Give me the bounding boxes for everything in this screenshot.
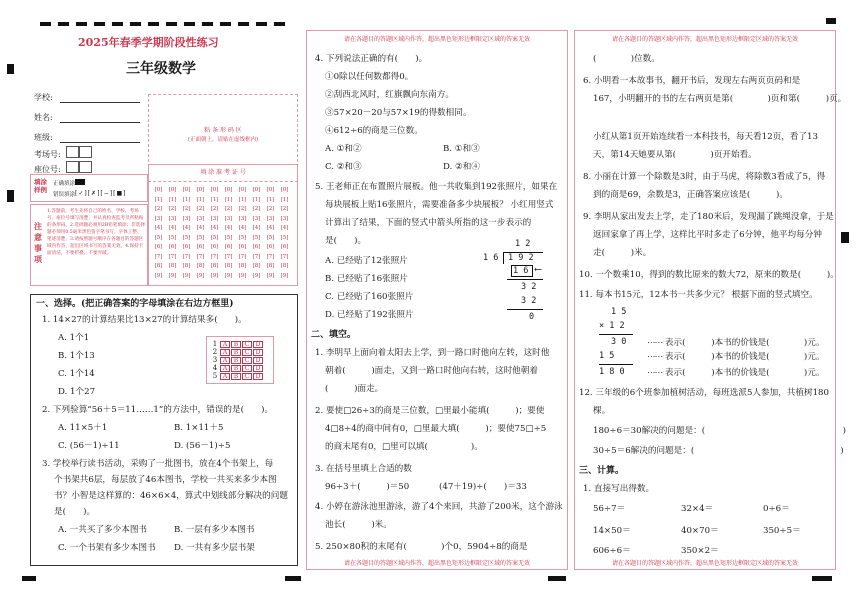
ticket-bubble[interactable]: [6]: [196, 244, 205, 250]
ld-line2: [507, 309, 543, 310]
answer-row-number: 5: [212, 372, 218, 380]
answer-bubble[interactable]: D: [253, 365, 263, 372]
q3-line-4: 是( )。: [54, 507, 96, 517]
q5-line-2: 每块展板上贴16张照片，需要准备多少块展板？ 小红用竖式: [325, 200, 554, 210]
ticket-bubble[interactable]: [8]: [224, 263, 233, 269]
class-label: 班级:: [34, 133, 53, 142]
ticket-bubble[interactable]: [7]: [210, 253, 219, 260]
ticket-bubble[interactable]: [0]: [266, 187, 275, 193]
f4-line-1: 4. 小婷在游泳池里游泳，游了4个来回，共游了200米，这个游泳: [315, 502, 563, 512]
ticket-bubble[interactable]: [4]: [168, 225, 177, 231]
fill-correct-icon: [75, 179, 85, 185]
q4-option-b: B. ①和③: [443, 144, 480, 154]
ticket-bubble[interactable]: [6]: [154, 244, 163, 250]
f1-line-1: 1. 李明早上面向着太阳去上学，到一路口时他向左转，这时他: [315, 348, 550, 358]
ticket-bubble[interactable]: [1]: [196, 196, 205, 203]
f1-line-2: 朝着( )面走，又到一路口时他向右转，这时他朝着: [325, 366, 538, 376]
exam-room-box-1[interactable]: [66, 146, 79, 158]
ticket-bubble-grid[interactable]: [153, 187, 295, 283]
calc-5: 40×70＝: [681, 526, 719, 536]
ticket-bubble[interactable]: [1]: [182, 196, 191, 203]
q1-text: 1. 14×27的计算结果比13×27的计算结果多( )。: [42, 315, 247, 325]
ticket-bubble[interactable]: [1]: [266, 196, 275, 203]
ticket-bubble[interactable]: [5]: [168, 234, 177, 241]
f12-line-1: 12. 三年级的6个班参加植树活动，每班选派5人参加，共植树180: [579, 388, 829, 398]
ticket-bubble[interactable]: [2]: [182, 206, 191, 212]
ticket-bubble[interactable]: [0]: [210, 187, 219, 193]
answer-row-number: 3: [212, 356, 218, 364]
calc-7: 606÷6＝: [593, 546, 631, 556]
f9-line-1: 9. 李明从家出发去上学，走了180米后，发现漏了跳绳没拿，于是: [583, 212, 834, 222]
seat-box-2[interactable]: [79, 161, 92, 173]
column-2: [306, 30, 568, 570]
answer-bubble[interactable]: D: [253, 341, 263, 348]
answer-bubble[interactable]: A: [220, 357, 230, 364]
ticket-bubble[interactable]: [6]: [238, 244, 247, 250]
f2-line-3: 的商末尾有0，□里可以填( )。: [325, 442, 483, 452]
ticket-bubble[interactable]: [7]: [224, 253, 233, 260]
corner-mark-bm2: [548, 576, 566, 581]
f3-text: 3. 在括号里填上合适的数: [315, 464, 412, 474]
ticket-bubble[interactable]: [9]: [182, 272, 191, 279]
f12-q2: 30÷5＝6解决的问题是：( ): [593, 446, 844, 456]
ld-line1: [507, 279, 543, 280]
ticket-bubble[interactable]: [3]: [196, 215, 205, 222]
q3-line-3: 书？小智是这样算的：46×6×4，算式中划线部分解决的问题: [54, 491, 288, 501]
ticket-bubble[interactable]: [9]: [280, 272, 289, 279]
section1-heading: 一、选择。(把正确答案的字母填涂在右边方框里): [36, 299, 234, 309]
q2-option-c: C. (56－1)÷11: [58, 441, 120, 451]
f7-line-2: 天，第14天她要从第( )页开始看。: [593, 150, 757, 160]
q4-option-d: D. ②和④: [443, 162, 480, 172]
column-3-bottom-warning: 请在各题目的答题区域内作答，超出黑色矩形边框限定区域的答案无效: [611, 560, 798, 567]
q4-item-4: ④612÷6的商是三位数。: [325, 126, 423, 136]
ticket-number-grid: [148, 164, 298, 286]
f1-line-3: ( )面走。: [325, 384, 384, 394]
f9-line-3: 走( )米。: [593, 248, 652, 258]
q1-option-d: D. 1个27: [58, 387, 96, 397]
q5-line-4: 是( )。: [325, 236, 367, 246]
calc-6: 350÷5＝: [763, 526, 801, 536]
q5-line-3: 计算出了结果，下面的竖式中箭头所指的这一步表示的: [325, 218, 532, 228]
q1-option-b: B. 1个13: [58, 351, 95, 361]
calc-2: 32×4＝: [681, 504, 714, 514]
ticket-bubble[interactable]: [8]: [266, 263, 275, 269]
ticket-bubble[interactable]: [4]: [196, 225, 205, 231]
f12-q1: 180÷6＝30解决的问题是：( ): [593, 426, 846, 436]
ticket-bubble[interactable]: [2]: [252, 206, 261, 212]
ticket-bubble[interactable]: [6]: [266, 244, 275, 250]
answer-bubble[interactable]: C: [242, 349, 252, 356]
ticket-bubble[interactable]: [0]: [154, 187, 163, 193]
answer-bubble[interactable]: D: [253, 349, 263, 356]
school-line[interactable]: [60, 102, 140, 103]
q3-line-1: 3. 学校举行读书活动，采购了一批图书，放在4个书架上，每: [42, 459, 274, 469]
q3-option-a: A. 一共买了多少本图书: [58, 525, 148, 535]
ticket-bubble[interactable]: [8]: [182, 263, 191, 269]
f3-expr-2: (47＋19)÷( )＝33: [439, 482, 527, 492]
column-2-top-warning: 请在各题目的答题区域内作答，超出黑色矩形边框限定区域的答案无效: [343, 36, 530, 43]
ticket-bubble[interactable]: [3]: [154, 215, 163, 222]
q1-option-a: A. 1个1: [58, 333, 90, 343]
f8-line-2: 到的商是69，余数是3，正确答案应该是( )。: [593, 190, 788, 200]
ticket-bubble[interactable]: [1]: [168, 196, 177, 203]
ticket-bubble[interactable]: [8]: [168, 263, 177, 269]
q3-option-d: D. 一共有多少层书架: [174, 543, 255, 553]
ticket-bubble[interactable]: [3]: [238, 215, 247, 222]
arrow-icon: ⟵: [535, 264, 542, 275]
section2-heading: 二、填空。: [311, 330, 357, 340]
ticket-bubble[interactable]: [6]: [280, 244, 289, 250]
answer-row: [210, 364, 270, 372]
q3-option-b: B. 一层有多少本图书: [174, 525, 255, 535]
fill-correct-label: 正确填涂: [53, 181, 76, 187]
calc-title: 1. 直接写出得数。: [583, 484, 655, 494]
ticket-bubble[interactable]: [2]: [280, 206, 289, 212]
ticket-bubble[interactable]: [0]: [182, 187, 191, 193]
ticket-bubble[interactable]: [1]: [224, 196, 233, 203]
answer-row-number: 4: [212, 364, 218, 372]
ticket-bubble[interactable]: [0]: [196, 187, 205, 193]
subject-title: 三年级数学: [126, 61, 196, 77]
calc-4: 14×50＝: [593, 526, 631, 536]
ticket-bubble[interactable]: [2]: [210, 206, 219, 212]
ticket-bubble[interactable]: [2]: [196, 206, 205, 212]
q4-item-3: ③57×20－20与57×19的得数相同。: [325, 108, 472, 118]
answer-bubble[interactable]: D: [253, 357, 263, 364]
ticket-bubble[interactable]: [6]: [252, 244, 261, 250]
ticket-bubble[interactable]: [4]: [210, 225, 219, 231]
notes-text: 1.答题前，考生先将自己的姓名、学校、考场号、座位号填写清楚，并认真检查监考员所粘贴的条形码。2.选择题必须用2B铅笔填涂；非选择题必须用0.5毫米黑色签字笔书写，字体工整、笔迹清楚。3.请按照题号顺序在各题目的答题区域内作答，超出区域书写的答案无效。4.保持卡面清洁，不要折叠、不要弄破。: [47, 209, 145, 256]
mul-a: 1 5: [611, 307, 627, 317]
ticket-bubble[interactable]: [3]: [168, 215, 177, 222]
seat-label: 座位号:: [34, 165, 61, 174]
mul-line1: [599, 334, 633, 335]
ticket-bubble[interactable]: [7]: [182, 253, 191, 260]
column-3-top-warning: 请在各题目的答题区域内作答，超出黑色矩形边框限定区域的答案无效: [611, 36, 798, 43]
q5-option-c: C. 已经贴了160张照片: [325, 292, 414, 302]
ticket-bubble[interactable]: [9]: [252, 272, 261, 279]
f11-row-3: ⋯⋯ 表示( )本书的价钱是( )元。: [647, 368, 825, 378]
q1-option-c: C. 1个14: [58, 369, 95, 379]
ticket-bubble[interactable]: [2]: [154, 206, 163, 212]
answer-row-number: 1: [212, 340, 218, 348]
answer-row: [210, 340, 270, 348]
ld-dividend: 1 9 2: [508, 253, 534, 263]
ticket-bubble[interactable]: [5]: [266, 234, 275, 241]
f9-line-2: 返回家拿了再上学，这样比平时多走了6分钟，他平均每分钟: [593, 230, 822, 240]
ticket-bubble[interactable]: [3]: [182, 215, 191, 222]
f4-line-2: 池长( )米。: [325, 520, 392, 530]
barcode-area-sub: (正面朝上，请贴在虚线框内): [187, 137, 259, 143]
corner-mark-tl: [7, 64, 14, 74]
ticket-bubble[interactable]: [8]: [154, 263, 163, 269]
section3-heading: 三、计算。: [579, 466, 625, 476]
column-2-bottom-warning: 请在各题目的答题区域内作答，超出黑色矩形边框限定区域的答案无效: [343, 560, 530, 567]
ticket-bubble[interactable]: [8]: [252, 263, 261, 269]
ticket-bubble[interactable]: [4]: [280, 225, 289, 231]
answer-bubble[interactable]: D: [253, 373, 263, 380]
q3-option-c: C. 一个书架有多少本图书: [58, 543, 156, 553]
ticket-bubble[interactable]: [7]: [196, 253, 205, 260]
q4-item-1: ①0除以任何数都得0。: [325, 72, 414, 82]
ticket-bubble[interactable]: [3]: [224, 215, 233, 222]
q4-item-2: ②刮西北风时，红旗飘向东南方。: [325, 90, 454, 100]
ticket-bubble[interactable]: [8]: [280, 263, 289, 269]
ticket-label: 填 涂 准 考 证 号: [200, 169, 246, 176]
q5-option-d: D. 已经贴了192张照片: [325, 310, 414, 320]
f10-text: 10. 一个数乘10，得到的数比原来的数大72，原来的数是( )。: [579, 270, 839, 280]
answer-bubble[interactable]: A: [220, 373, 230, 380]
ticket-bubble[interactable]: [1]: [238, 196, 247, 203]
f11-row-2-text: 表示( )本书的价钱是( )元。: [664, 352, 825, 362]
answer-bubble[interactable]: A: [220, 341, 230, 348]
ticket-bubble[interactable]: [4]: [266, 225, 275, 231]
ticket-bubble[interactable]: [5]: [280, 234, 289, 241]
ticket-bubble[interactable]: [9]: [196, 272, 205, 279]
corner-mark-br: [812, 576, 832, 581]
ld-divisor: 1 6: [483, 253, 499, 263]
name-line[interactable]: [60, 122, 140, 123]
ticket-bubble[interactable]: [6]: [224, 244, 233, 250]
answer-bubble[interactable]: C: [242, 365, 252, 372]
f11-row-1: ⋯⋯ 表示( )本书的价钱是( )元。: [647, 338, 825, 348]
corner-mark-mr: [841, 232, 849, 243]
mul-line2: [599, 364, 633, 365]
ld-step1: 1 6: [513, 266, 529, 276]
ld-rem1: 3 2: [521, 282, 537, 292]
ticket-bubble[interactable]: [5]: [182, 234, 191, 241]
f11-multiplication: [599, 307, 649, 387]
ticket-bubble[interactable]: [0]: [280, 187, 289, 193]
q2-option-b: B. 1×11＋5: [174, 423, 224, 433]
fill-wrong-icons: [✓][✗][−][■]: [75, 190, 127, 197]
ticket-bubble[interactable]: [5]: [210, 234, 219, 241]
ticket-bubble[interactable]: [5]: [252, 234, 261, 241]
ticket-bubble[interactable]: [5]: [238, 234, 247, 241]
ld-step2: 3 2: [521, 296, 537, 306]
barcode-area-title: 粘 条 形 码 区: [204, 127, 242, 134]
notes-title: 注意事项: [34, 221, 42, 264]
mul-b: × 1 2: [599, 321, 625, 331]
q5-option-a: A. 已经贴了12张照片: [325, 256, 408, 266]
f11-text: 11. 每本书15元，12本书一共多少元？ 根据下面的竖式填空。: [579, 290, 818, 300]
ticket-bubble[interactable]: [3]: [252, 215, 261, 222]
answer-bubble[interactable]: B: [231, 349, 241, 356]
q5-line-1: 5. 王老师正在布置照片展板。他一共收集到192张照片，如果在: [315, 182, 558, 192]
fill-sample-box: [30, 174, 148, 202]
f3-expr-1: 96÷3＋( )＝50: [325, 482, 410, 492]
f2-line-2: 4□8÷4的商中间有0，□里最大填( )；要使75□÷5: [325, 424, 547, 434]
ticket-bubble[interactable]: [5]: [154, 234, 163, 241]
ticket-bubble[interactable]: [7]: [154, 253, 163, 260]
q4-option-a: A. ①和②: [325, 144, 362, 154]
name-label: 姓名:: [34, 113, 53, 122]
answer-row: [210, 356, 270, 364]
ticket-bubble[interactable]: [2]: [168, 206, 177, 212]
answer-row: [210, 348, 270, 356]
q4-text: 4. 下列说法正确的有( )。: [315, 54, 428, 64]
ticket-bubble[interactable]: [9]: [266, 272, 275, 279]
ticket-bubble[interactable]: [9]: [238, 272, 247, 279]
answer-bubble[interactable]: C: [242, 341, 252, 348]
ticket-bubble[interactable]: [2]: [266, 206, 275, 212]
q5-option-b: B. 已经贴了16张照片: [325, 274, 408, 284]
answer-bubble[interactable]: A: [220, 349, 230, 356]
answer-bubble[interactable]: A: [220, 365, 230, 372]
ticket-bubble[interactable]: [1]: [280, 196, 289, 203]
q5-long-division: [475, 239, 565, 329]
notes-box: [30, 204, 148, 286]
ticket-bubble[interactable]: [4]: [154, 225, 163, 231]
ticket-bubble[interactable]: [8]: [210, 263, 219, 269]
ld-rem2: 0: [529, 312, 535, 322]
corner-mark-bl: [22, 576, 36, 581]
ticket-bubble[interactable]: [6]: [210, 244, 219, 250]
ticket-bubble[interactable]: [6]: [168, 244, 177, 250]
answer-bubble[interactable]: B: [231, 357, 241, 364]
answer-row-number: 2: [212, 348, 218, 356]
ticket-bubble[interactable]: [4]: [182, 225, 191, 231]
corner-mark-tr: [826, 18, 836, 24]
ld-quotient: 1 2: [515, 239, 531, 249]
ticket-bubble[interactable]: [4]: [238, 225, 247, 231]
q2-option-a: A. 11×5＋1: [58, 423, 108, 433]
corner-mark-bm1: [285, 576, 301, 581]
calc-3: 0÷6＝: [763, 504, 790, 514]
ticket-bubble[interactable]: [1]: [210, 196, 219, 203]
calc-1: 56÷7＝: [593, 504, 626, 514]
ticket-bubble[interactable]: [3]: [280, 215, 289, 222]
exam-room-box-2[interactable]: [79, 146, 92, 158]
answer-bubble[interactable]: B: [231, 373, 241, 380]
calc-8: 350×2＝: [681, 546, 719, 556]
mul-d: 1 5: [599, 351, 615, 361]
ticket-bubble[interactable]: [1]: [252, 196, 261, 203]
column-1: [26, 24, 302, 572]
school-label: 学校:: [34, 93, 53, 102]
ticket-bubble[interactable]: [9]: [168, 272, 177, 279]
q3-line-2: 个书架共6层，每层放了46本图书，学校一共买来多少本图: [54, 475, 277, 485]
ticket-bubble[interactable]: [0]: [168, 187, 177, 193]
column-3: [574, 30, 847, 570]
fill-sample-title: 填涂样例: [34, 178, 47, 194]
mul-e: 1 8 0: [599, 367, 625, 377]
ticket-bubble[interactable]: [7]: [252, 253, 261, 260]
ticket-bubble[interactable]: [7]: [280, 253, 289, 260]
ticket-bubble[interactable]: [8]: [196, 263, 205, 269]
corner-mark-ml: [7, 190, 14, 202]
ticket-bubble[interactable]: [7]: [266, 253, 275, 260]
fill-wrong-label: 错误填涂: [53, 192, 76, 198]
answer-bubble[interactable]: C: [242, 357, 252, 364]
q2-text: 2. 下列验算“56＋5＝11……1”的方法中，错误的是( )。: [42, 405, 274, 415]
answer-bubble[interactable]: B: [231, 341, 241, 348]
ticket-bubble[interactable]: [3]: [266, 215, 275, 222]
seat-box-1[interactable]: [66, 161, 79, 173]
f7-line-1: 小红从第1页开始连续看一本科技书，每天看12页，看了13: [593, 132, 818, 142]
q4-option-c: C. ②和③: [325, 162, 362, 172]
ticket-bubble[interactable]: [8]: [238, 263, 247, 269]
ticket-bubble[interactable]: [2]: [238, 206, 247, 212]
ticket-bubble[interactable]: [6]: [182, 244, 191, 250]
class-line[interactable]: [60, 142, 140, 143]
f11-row-3-text: 表示( )本书的价钱是( )元。: [664, 368, 825, 378]
ticket-bubble[interactable]: [5]: [224, 234, 233, 241]
f5-text: 5. 250×80积的末尾有( )个0，5904÷8的商是: [315, 542, 528, 552]
mul-c: 3 0: [611, 337, 627, 347]
answer-bubble[interactable]: C: [242, 373, 252, 380]
ticket-bubble[interactable]: [1]: [154, 196, 163, 203]
ticket-bubble[interactable]: [7]: [168, 253, 177, 260]
answer-bubble-grid[interactable]: [206, 336, 274, 384]
ticket-bubble[interactable]: [0]: [252, 187, 261, 193]
ticket-bubble[interactable]: [3]: [210, 215, 219, 222]
exam-room-label: 考场号:: [34, 150, 61, 159]
f5-end: ( )位数。: [593, 54, 660, 64]
f2-line-1: 2. 要使□26÷3的商是三位数，□里最小能填( )；要使: [315, 406, 545, 416]
ticket-bubble[interactable]: [9]: [154, 272, 163, 279]
ticket-bubble[interactable]: [0]: [238, 187, 247, 193]
ticket-bubble[interactable]: [4]: [224, 225, 233, 231]
f6-line-2: 167，小明翻开的书的左右两页是第( )页和第( )页。: [593, 94, 847, 104]
q2-option-d: D. (56－1)÷5: [174, 441, 231, 451]
ticket-bubble[interactable]: [0]: [224, 187, 233, 193]
answer-row: [210, 372, 270, 380]
ticket-bubble[interactable]: [5]: [196, 234, 205, 241]
f11-row-2: ⋯⋯ 表示( )本书的价钱是( )元。: [647, 352, 825, 362]
f8-line-1: 8. 小丽在计算一个除数是3时，由于马虎，将除数3看成了5，得: [583, 172, 826, 182]
ticket-bubble[interactable]: [2]: [224, 206, 233, 212]
answer-bubble[interactable]: B: [231, 365, 241, 372]
ticket-bubble[interactable]: [7]: [238, 253, 247, 260]
f11-row-1-text: 表示( )本书的价钱是( )元。: [664, 338, 825, 348]
f12-line-2: 棵。: [593, 406, 611, 416]
ticket-bubble[interactable]: [9]: [210, 272, 219, 279]
f6-line-1: 6. 小明看一本故事书，翻开书后，发现左右两页页码和是: [583, 76, 801, 86]
ticket-bubble[interactable]: [9]: [224, 272, 233, 279]
exam-title: 2025年春季学期阶段性练习: [78, 36, 219, 49]
ticket-bubble[interactable]: [4]: [252, 225, 261, 231]
